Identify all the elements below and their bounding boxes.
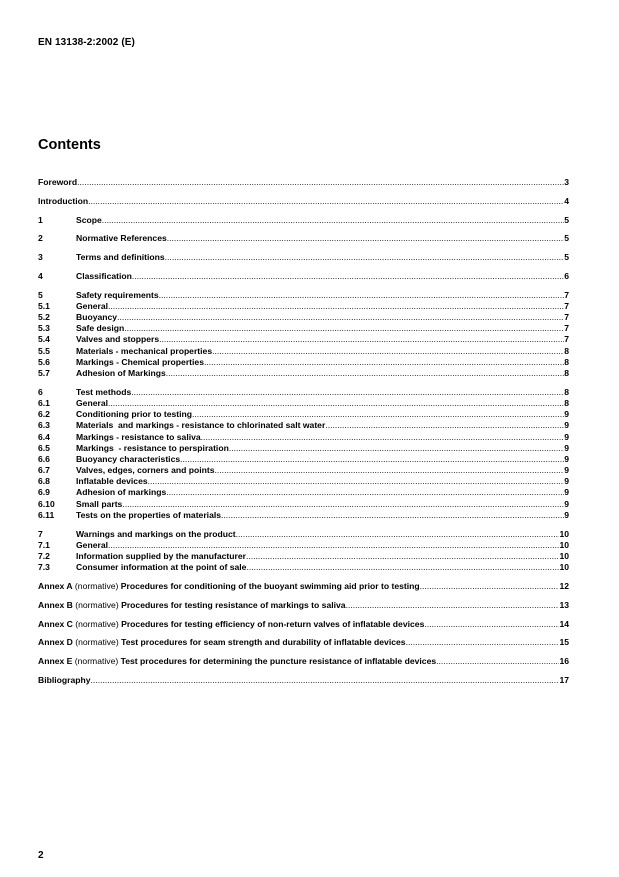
toc-entry[interactable] [38, 233, 569, 244]
toc-entry-number: 6 [38, 386, 43, 397]
dot-leader [88, 196, 564, 207]
toc-entry-title: Scope [76, 214, 102, 225]
dot-leader [148, 476, 565, 487]
toc-entry-number: 7.1 [38, 539, 50, 550]
toc-entry-number: 5 [38, 289, 43, 300]
toc-entry[interactable] [38, 420, 569, 431]
dot-leader [108, 398, 564, 409]
toc-entry-number: 5.2 [38, 312, 50, 323]
toc-entry-number: 5.1 [38, 300, 50, 311]
annex-label: Annex C [38, 618, 73, 629]
toc-entry-title [38, 600, 346, 611]
toc-entry-page: 8 [564, 386, 569, 397]
toc-entry-page: 10 [559, 551, 569, 561]
toc-entry-page: 10 [559, 528, 569, 539]
contents-title: Contents [38, 137, 101, 153]
dot-leader [325, 420, 564, 431]
toc-entry-number: 6.8 [38, 476, 50, 487]
toc-entry[interactable] [38, 409, 569, 420]
toc-entry[interactable] [38, 323, 569, 334]
toc-entry-page: 4 [564, 195, 569, 206]
toc-entry-title: Small parts [76, 498, 123, 509]
dot-leader [215, 465, 565, 476]
toc-entry-number: 5.3 [38, 323, 50, 334]
toc-entry-title: Introduction [38, 195, 89, 206]
toc-entry-page: 9 [564, 442, 569, 453]
toc-entry-title: Information supplied by the manufacturer [76, 551, 246, 561]
toc-entry-page: 10 [559, 562, 569, 573]
toc-entry-page: 8 [564, 368, 569, 378]
toc-entry-title: Valves, edges, corners and points [76, 465, 215, 476]
toc-entry-number: 5.6 [38, 356, 50, 367]
toc-entry-number: 2 [38, 233, 43, 244]
toc-entry-page: 17 [559, 674, 569, 685]
toc-entry-number: 1 [38, 214, 43, 225]
toc-entry-title: Warnings and markings on the product [76, 528, 236, 539]
toc-entry[interactable] [38, 562, 569, 573]
dot-leader [159, 290, 565, 301]
toc-entry-title: Buoyancy characteristics [76, 453, 181, 464]
annex-qualifier: (normative) [72, 637, 122, 648]
toc-entry-page: 10 [559, 539, 569, 550]
toc-entry-title [38, 581, 420, 592]
toc-entry-number: 5.7 [38, 368, 50, 378]
toc-entry-number: 7.2 [38, 551, 50, 561]
annex-label: Annex E [38, 656, 73, 667]
toc-entry[interactable] [38, 196, 569, 207]
toc-entry[interactable] [38, 465, 569, 476]
toc-entry-number: 6.4 [38, 431, 50, 442]
table-of-contents [38, 177, 569, 686]
dot-leader [406, 637, 560, 648]
annex-qualifier: (normative) [72, 656, 121, 667]
dot-leader [124, 323, 564, 334]
toc-entry[interactable] [38, 529, 569, 540]
dot-leader [165, 252, 565, 263]
toc-entry[interactable] [38, 432, 569, 443]
toc-entry[interactable] [38, 398, 569, 409]
toc-entry-title: Normative References [76, 233, 167, 244]
toc-entry-page: 9 [564, 465, 569, 476]
dot-leader [132, 271, 564, 282]
toc-entry[interactable] [38, 476, 569, 487]
toc-entry-page: 9 [564, 420, 569, 431]
toc-entry-title: General [76, 300, 109, 311]
toc-entry-title: Markings - Chemical properties [76, 356, 204, 367]
annex-title: Procedures for conditioning of the buoyant swimming aid prior to testing [120, 580, 420, 591]
toc-entry-page: 8 [564, 345, 569, 356]
toc-entry-title: Safety requirements [76, 289, 159, 300]
toc-entry-title: Test methods [76, 386, 132, 397]
toc-entry-page: 5 [564, 233, 569, 244]
toc-entry-number: 6.5 [38, 442, 50, 453]
annex-label: Annex A [38, 580, 73, 591]
dot-leader [204, 357, 564, 368]
toc-entry[interactable] [38, 357, 569, 368]
toc-entry-page: 15 [559, 637, 569, 648]
dot-leader [424, 619, 559, 630]
toc-entry[interactable] [38, 215, 569, 226]
toc-entry[interactable] [38, 290, 569, 301]
toc-entry-page: 9 [564, 409, 569, 420]
annex-title: Test procedures for seam strength and durability of inflatable devices [121, 637, 406, 648]
dot-leader [346, 600, 560, 611]
annex-label: Annex B [38, 599, 73, 610]
toc-entry-number: 6.3 [38, 420, 50, 431]
toc-entry-number: 6.10 [38, 498, 55, 509]
toc-entry-title: Consumer information at the point of sale [76, 562, 247, 573]
toc-entry-title: Safe design [76, 323, 125, 334]
toc-entry[interactable] [38, 600, 569, 611]
toc-entry-title: Buoyancy [76, 312, 118, 323]
toc-entry[interactable] [38, 619, 569, 630]
toc-entry-page: 8 [564, 356, 569, 367]
toc-entry[interactable] [38, 271, 569, 282]
toc-entry[interactable] [38, 487, 569, 498]
toc-entry-title: Markings - resistance to perspiration [76, 442, 229, 453]
toc-entry-title: Adhesion of Markings [76, 368, 166, 378]
toc-entry[interactable] [38, 581, 569, 592]
dot-leader [229, 443, 564, 454]
toc-entry[interactable] [38, 443, 569, 454]
toc-entry[interactable] [38, 346, 569, 357]
toc-entry-title: Classification [76, 270, 132, 281]
toc-entry-page: 7 [564, 300, 569, 311]
annex-title: Test procedures for determining the puncture resistance of inflatable devices [120, 656, 437, 667]
dot-leader [246, 562, 559, 573]
dot-leader [122, 499, 564, 510]
toc-entry-title: Bibliography [38, 674, 91, 685]
annex-title: Procedures for testing resistance of markings to saliva [121, 599, 346, 610]
toc-entry[interactable] [38, 510, 569, 521]
toc-entry-number: 7 [38, 528, 43, 539]
annex-label: Annex D [38, 637, 73, 648]
toc-entry-page: 7 [564, 289, 569, 300]
toc-entry-number: 3 [38, 252, 43, 263]
toc-entry[interactable] [38, 368, 569, 379]
annex-qualifier: (normative) [72, 599, 122, 610]
toc-entry-title: Adhesion of markings [76, 487, 167, 498]
toc-entry-number: 4 [38, 270, 43, 281]
dot-leader [420, 581, 560, 592]
dot-leader [167, 233, 564, 244]
dot-leader [166, 368, 564, 379]
dot-leader [180, 454, 564, 465]
toc-entry-title [38, 637, 406, 648]
toc-entry[interactable] [38, 499, 569, 510]
document-identifier: EN 13138-2:2002 (E) [38, 37, 135, 48]
toc-entry-number: 6.1 [38, 397, 50, 408]
toc-entry-title: Inflatable devices [76, 476, 148, 487]
dot-leader [236, 529, 560, 540]
annex-title: Procedures for testing efficiency of non-return valves of inflatable devices [121, 618, 425, 629]
toc-entry-page: 8 [564, 397, 569, 408]
toc-entry[interactable] [38, 656, 569, 667]
toc-entry-page: 7 [564, 312, 569, 323]
toc-entry-page: 5 [564, 252, 569, 263]
toc-entry-number: 6.11 [38, 509, 55, 520]
toc-entry[interactable] [38, 301, 569, 312]
dot-leader [131, 387, 564, 398]
toc-entry-page: 9 [564, 476, 569, 487]
toc-entry-title [38, 656, 436, 667]
toc-entry-number: 5.4 [38, 334, 50, 345]
dot-leader [91, 675, 560, 686]
toc-entry[interactable] [38, 454, 569, 465]
toc-entry-page: 16 [559, 656, 569, 667]
toc-entry[interactable] [38, 252, 569, 263]
page-number: 2 [38, 850, 44, 861]
dot-leader [108, 540, 559, 551]
dot-leader [77, 177, 564, 188]
dot-leader [117, 312, 564, 323]
toc-entry-page: 9 [564, 487, 569, 498]
toc-entry-page: 7 [564, 323, 569, 334]
dot-leader [192, 409, 564, 420]
toc-entry-title: Markings - resistance to saliva [76, 431, 201, 442]
dot-leader [436, 656, 559, 667]
toc-entry-page: 9 [564, 498, 569, 509]
toc-entry[interactable] [38, 540, 569, 551]
toc-entry-number: 6.6 [38, 453, 50, 464]
annex-qualifier: (normative) [72, 618, 122, 629]
toc-entry-title: Materials and markings - resistance to chlorinated salt water [76, 420, 326, 431]
toc-entry-page: 6 [564, 270, 569, 281]
toc-entry[interactable] [38, 675, 569, 686]
toc-entry-title: Valves and stoppers [76, 334, 160, 345]
toc-entry-title: Foreword [38, 177, 78, 187]
toc-entry[interactable] [38, 551, 569, 562]
dot-leader [159, 334, 564, 345]
toc-entry-page: 5 [564, 214, 569, 225]
dot-leader [166, 487, 564, 498]
toc-entry[interactable] [38, 334, 569, 345]
toc-entry-title: General [76, 397, 109, 408]
dot-leader [212, 346, 564, 357]
toc-entry-number: 5.5 [38, 345, 50, 356]
toc-entry-number: 6.2 [38, 409, 50, 420]
toc-entry-page: 3 [564, 177, 569, 187]
toc-entry-page: 12 [559, 580, 569, 591]
toc-entry-title: General [76, 539, 109, 550]
toc-entry-page: 9 [564, 431, 569, 442]
toc-entry-title: Tests on the properties of materials [76, 509, 222, 520]
dot-leader [102, 215, 564, 226]
dot-leader [246, 551, 559, 562]
toc-entry-page: 9 [564, 509, 569, 520]
toc-entry-page: 14 [559, 618, 569, 629]
toc-entry-page: 9 [564, 453, 569, 464]
dot-leader [201, 432, 565, 443]
toc-entry[interactable] [38, 312, 569, 323]
toc-entry[interactable] [38, 387, 569, 398]
toc-entry-title: Conditioning prior to testing [76, 409, 192, 420]
toc-entry-title [38, 619, 424, 630]
toc-entry-page: 7 [564, 334, 569, 345]
toc-entry-title: Materials - mechanical properties [76, 345, 213, 356]
dot-leader [221, 510, 564, 521]
toc-entry[interactable] [38, 177, 569, 188]
toc-entry[interactable] [38, 637, 569, 648]
toc-entry-number: 6.9 [38, 487, 50, 498]
dot-leader [108, 301, 564, 312]
annex-qualifier: (normative) [72, 580, 121, 591]
toc-entry-title: Terms and definitions [76, 252, 165, 263]
toc-entry-number: 7.3 [38, 562, 50, 573]
toc-entry-number: 6.7 [38, 465, 50, 476]
toc-entry-page: 13 [559, 599, 569, 610]
